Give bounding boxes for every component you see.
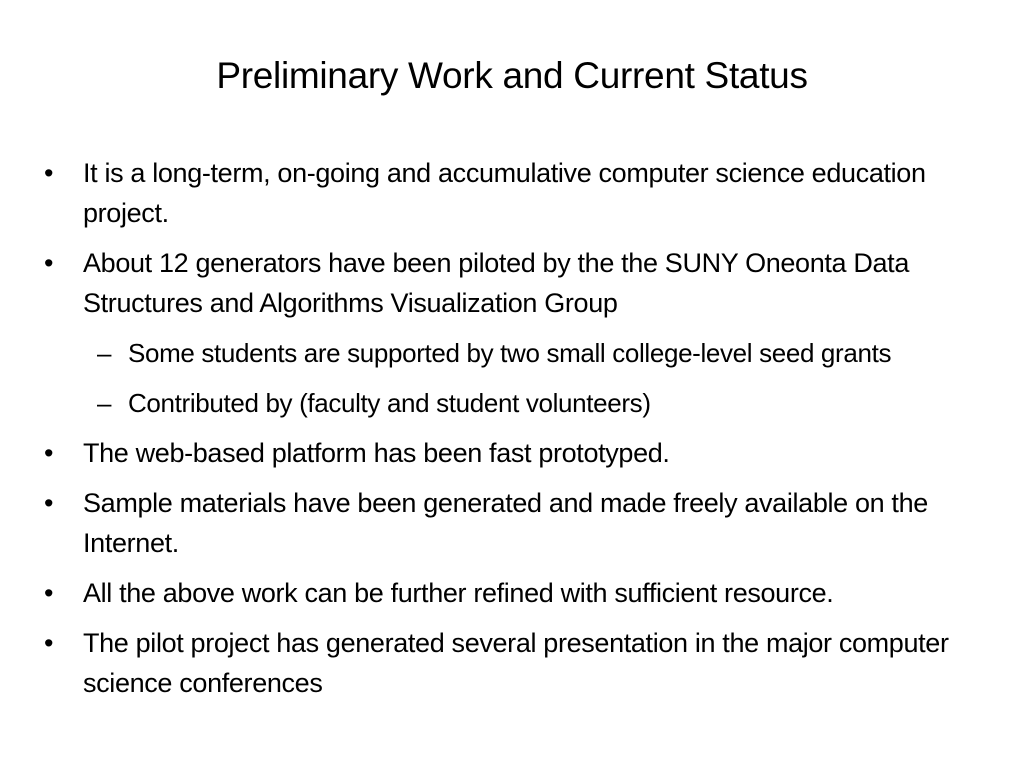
bullet-marker: • (44, 578, 54, 608)
bullet-marker: • (44, 438, 54, 468)
sub-bullet-item (0, 383, 1024, 423)
bullet-item (0, 153, 1024, 233)
bullet-item (0, 483, 1024, 563)
bullet-marker: • (44, 628, 54, 658)
bullet-text: The web-based platform has been fast prototyped. (83, 438, 670, 468)
bullet-item (0, 243, 1024, 323)
dash-marker: – (97, 388, 112, 418)
bullet-list (0, 153, 1024, 713)
bullet-item (0, 623, 1024, 703)
sub-bullet-text: Some students are supported by two small college-level seed grants (128, 338, 892, 368)
bullet-marker: • (44, 248, 54, 278)
sub-bullet-item (0, 333, 1024, 373)
bullet-text: It is a long-term, on-going and accumulative computer science education project. (83, 158, 926, 228)
sub-bullet-text: Contributed by (faculty and student volunteers) (128, 388, 651, 418)
bullet-marker: • (44, 488, 54, 518)
slide-title: Preliminary Work and Current Status (216, 55, 808, 96)
bullet-item (0, 433, 1024, 473)
bullet-text: Sample materials have been generated and made freely available on the Internet. (83, 488, 928, 558)
bullet-item (0, 573, 1024, 613)
bullet-text: About 12 generators have been piloted by the the SUNY Oneonta Data Structures and Algorithms Visualization Group (83, 248, 909, 318)
bullet-text: All the above work can be further refined with sufficient resource. (83, 578, 834, 608)
dash-marker: – (97, 338, 112, 368)
bullet-marker: • (44, 158, 54, 188)
bullet-text: The pilot project has generated several presentation in the major computer science conferences (83, 628, 949, 698)
